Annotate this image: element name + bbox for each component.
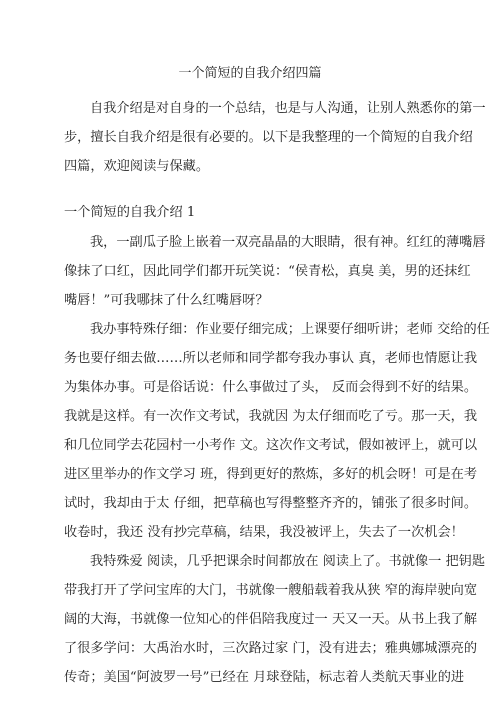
text-line: 带我打开了学问宝库的大门，书就像一艘船载着我从狭 窄的海岸驶向宽 bbox=[64, 583, 478, 598]
text-line: 传奇；美国“阿波罗一号”已经在 月球登陆，标志着人类航天事业的进 bbox=[64, 670, 465, 685]
text-line: 我就是这样。有一次作文考试，我就因 为太仔细而吃了亏。那一天，我 bbox=[64, 409, 478, 424]
section-heading: 一个简短的自我介绍 1 bbox=[64, 205, 196, 220]
text-line: 试时，我却由于太 仔细，把草稿也写得整整齐齐的，铺张了很多时间。 bbox=[64, 496, 478, 511]
text-line: 我特殊爱 阅读，几乎把课余时间都放在 阅读上了。书就像一 把钥匙 bbox=[90, 554, 486, 569]
body-text bbox=[64, 228, 490, 692]
page-title: 一个简短的自我介绍四篇 bbox=[178, 66, 322, 81]
text-line: 阔的大海，书就像一位知心的伴侣陪我度过一 天又一天。从书上我了解 bbox=[64, 612, 478, 627]
text-line: 进区里举办的作文学习 班，得到更好的熬炼，多好的机会呀！可是在考 bbox=[64, 467, 478, 482]
intro-paragraph bbox=[64, 94, 486, 181]
text-line: 嘴唇！”可我哪抹了什么红嘴唇呀？ bbox=[64, 293, 269, 308]
text-line: 步，擅长自我介绍是很有必要的。以下是我整理的一个简短的自我介绍 bbox=[64, 130, 473, 145]
text-line: 了很多学问：大禹治水时，三次路过家 门，没有进去；雅典娜城漂亮的 bbox=[64, 641, 478, 656]
text-line: 为集体办事。可是俗话说：什么事做过了头， 反而会得到不好的结果。 bbox=[64, 380, 478, 395]
text-line: 收卷时，我还 没有抄完草稿，结果，我没被评上，失去了一次机会！ bbox=[64, 525, 464, 540]
text-line: 我办事特殊仔细：作业要仔细完成；上课要仔细听讲；老师 交给的任 bbox=[90, 322, 490, 337]
text-line: 我，一副瓜子脸上嵌着一双亮晶晶的大眼睛，很有神。红红的薄嘴唇 bbox=[90, 235, 486, 250]
text-line: 自我介绍是对自身的一个总结，也是与人沟通，让别人熟悉你的第一 bbox=[90, 101, 486, 116]
text-line: 四篇，欢迎阅读与保藏。 bbox=[64, 159, 210, 174]
text-line: 像抹了口红，因此同学们都开玩笑说：“侯青松，真臭 美，男的还抹红 bbox=[64, 264, 471, 279]
text-line: 和几位同学去花园村一小考作 文。这次作文考试，假如被评上，就可以 bbox=[64, 438, 478, 453]
text-line: 务也要仔细去做……所以老师和同学都夸我办事认 真，老师也情愿让我 bbox=[64, 351, 478, 366]
